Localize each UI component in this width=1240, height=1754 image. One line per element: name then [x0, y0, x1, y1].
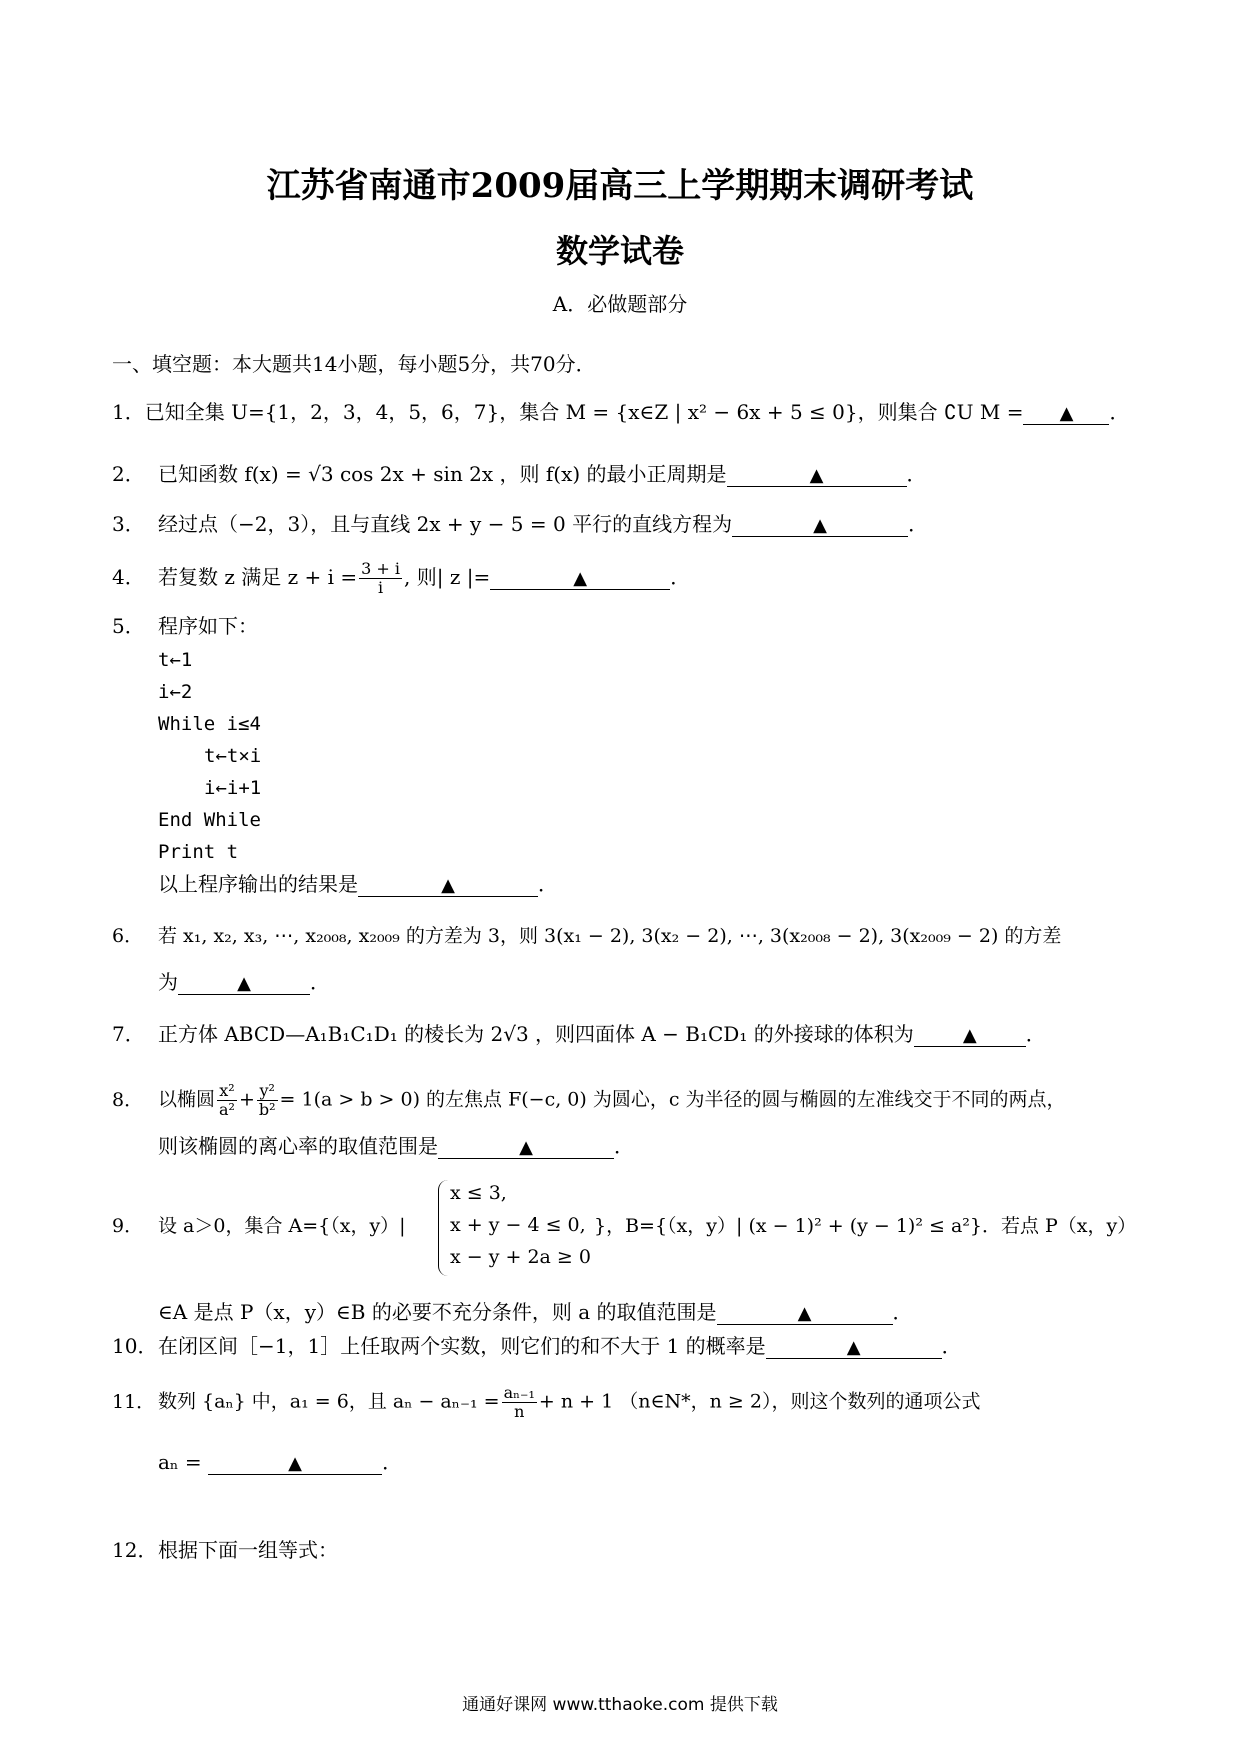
question-text: 在闭区间［−1，1］上任取两个实数，则它们的和不大于 1 的概率是	[158, 1334, 766, 1358]
question-text: 若复数 z 满足 z + i =	[158, 565, 358, 589]
question-12	[112, 1536, 338, 1564]
period: ．	[941, 1334, 962, 1358]
triangle-icon: ▲	[237, 973, 251, 994]
code-line-7: Print t	[158, 841, 239, 863]
period: ．	[1025, 1022, 1046, 1046]
period: ．	[538, 872, 558, 896]
question-text: 以上程序输出的结果是	[158, 872, 358, 896]
system-line-2: x + y − 4 ≤ 0,	[450, 1214, 586, 1236]
triangle-icon: ▲	[962, 1025, 977, 1046]
period: ．	[1109, 400, 1130, 424]
question-text: 已知函数 f(x) = √3 cos 2x + sin 2x ，则 f(x) 的最小正周期是	[158, 462, 727, 486]
triangle-icon: ▲	[813, 515, 828, 536]
question-number: 8．	[112, 1088, 144, 1111]
question-number: 10．	[112, 1334, 158, 1358]
denominator: n	[514, 1402, 525, 1421]
period: ．	[382, 1450, 403, 1474]
question-text: ∈A 是点 P（x，y）∈B 的必要不充分条件，则 a 的取值范围是	[158, 1300, 717, 1324]
fraction	[502, 1384, 537, 1421]
question-1	[112, 398, 1129, 426]
period: ．	[908, 512, 929, 536]
question-4	[112, 560, 690, 597]
denominator: b²	[258, 1100, 276, 1119]
question-text: 已知全集 U={1，2，3，4，5，6，7}，集合 M = {x∈Z | x² − 6x + 5 ≤ 0}，则集合 ∁U M =	[144, 400, 1024, 424]
question-8-cont	[158, 1132, 634, 1160]
question-8: 8． 以椭圆 $\frac{\text{x²}}{\text{a²}}$ + $\frac{\text{y²}}{\text{b²}}$ = 1(a > b > 0) 的左焦点 F(−c, 0) 为圆心，c 为半径的圆与椭圆的左准线交于不同的两点，	[112, 1081, 1066, 1119]
question-number: 5．	[112, 614, 145, 638]
code-line-4: t←t×i	[204, 745, 262, 767]
question-3	[112, 510, 928, 538]
fraction	[217, 1082, 237, 1119]
question-text-cont: , 则| z |=	[404, 565, 491, 589]
exam-subtitle: 数学试卷	[555, 232, 684, 270]
question-number: 7．	[112, 1022, 145, 1046]
denominator: a²	[219, 1100, 235, 1119]
question-number: 12．	[112, 1538, 158, 1562]
question-text: aₙ =	[158, 1450, 202, 1474]
exam-title: 江苏省南通市2009届高三上学期期末调研考试	[266, 166, 974, 206]
numerator: x²	[217, 1082, 237, 1101]
question-number: 9．	[112, 1215, 144, 1237]
period: ．	[906, 462, 927, 486]
question-text: 根据下面一组等式：	[158, 1538, 338, 1562]
question-number: 2．	[112, 462, 145, 486]
triangle-icon: ▲	[441, 875, 455, 896]
code-line-1: t←1	[158, 649, 193, 671]
question-text-cont: + n + 1 （n∈N*，n ≥ 2），则这个数列的通项公式	[538, 1390, 981, 1413]
period: ．	[310, 970, 330, 994]
question-text: 若 x₁, x₂, x₃, ⋯, x₂₀₀₈, x₂₀₀₉ 的方差为 3，则 3(x₁ − 2), 3(x₂ − 2), ⋯, 3(x₂₀₀₈ − 2), 3(x₂₀₀₉ − 2) 的方差	[158, 925, 1062, 947]
question-number: 4．	[112, 565, 145, 589]
question-text: 经过点（−2，3），且与直线 2x + y − 5 = 0 平行的直线方程为	[158, 512, 733, 536]
numerator: aₙ₋₁	[503, 1383, 535, 1402]
denominator: i	[378, 578, 384, 597]
answer-blank[interactable]	[208, 1450, 382, 1475]
question-text: 数列 {aₙ} 中，a₁ = 6，且 aₙ − aₙ₋₁ =	[158, 1390, 500, 1413]
question-9	[112, 1212, 406, 1240]
answer-blank[interactable]	[358, 872, 538, 897]
period: ．	[614, 1134, 634, 1158]
triangle-icon: ▲	[797, 1303, 812, 1324]
code-line-2: i←2	[158, 681, 193, 703]
question-5	[112, 612, 258, 640]
fraction	[257, 1082, 278, 1119]
period: ．	[670, 565, 691, 589]
answer-blank[interactable]	[1023, 400, 1109, 425]
answer-blank[interactable]	[914, 1022, 1026, 1047]
question-text: 为	[158, 970, 178, 994]
question-9-text-after: }，B={（x，y）| (x − 1)² + (y − 1)² ≤ a²}．若点 P（x，y）	[594, 1215, 1137, 1237]
system-line-3: x − y + 2a ≥ 0	[450, 1246, 591, 1268]
numerator: y²	[257, 1082, 278, 1101]
question-text: 以椭圆	[158, 1088, 216, 1111]
question-2	[112, 460, 927, 488]
question-number: 1．	[112, 400, 145, 424]
answer-blank[interactable]	[732, 512, 908, 537]
question-number: 6．	[112, 925, 144, 947]
triangle-icon: ▲	[288, 1453, 302, 1474]
triangle-icon: ▲	[519, 1137, 533, 1158]
code-line-6: End While	[158, 809, 261, 831]
numerator: 3 + i	[361, 559, 401, 578]
answer-blank[interactable]	[178, 970, 310, 995]
part-header: 一、填空题：本大题共14小题，每小题5分，共70分．	[112, 352, 596, 376]
period: ．	[892, 1300, 913, 1324]
question-text: 则该椭圆的离心率的取值范围是	[158, 1134, 438, 1158]
page-footer: 通通好课网 www.tthaoke.com 提供下载	[462, 1695, 778, 1715]
triangle-icon: ▲	[573, 568, 588, 589]
question-number: 11．	[112, 1390, 156, 1413]
system-line-1: x ≤ 3,	[450, 1182, 507, 1204]
answer-blank[interactable]	[766, 1334, 942, 1359]
triangle-icon: ▲	[846, 1337, 861, 1358]
triangle-icon: ▲	[809, 465, 824, 486]
code-line-5: i←i+1	[204, 777, 262, 799]
triangle-icon: ▲	[1059, 403, 1074, 424]
question-number: 3．	[112, 512, 145, 536]
question-11-cont	[158, 1448, 402, 1476]
question-6-cont	[158, 968, 330, 996]
question-text: 正方体 ABCD—A₁B₁C₁D₁ 的棱长为 2√3 ，则四面体 A − B₁CD₁ 的外接球的体积为	[158, 1022, 914, 1046]
answer-blank[interactable]	[438, 1134, 614, 1159]
question-10	[112, 1332, 962, 1360]
section-heading: A．必做题部分	[552, 292, 688, 316]
question-7	[112, 1020, 1046, 1048]
code-line-3: While i≤4	[158, 713, 261, 735]
question-6	[112, 922, 1061, 950]
answer-blank[interactable]	[717, 1300, 893, 1325]
question-text-cont: = 1(a > b > 0) 的左焦点 F(−c, 0) 为圆心，c 为半径的圆与椭圆的左准线交于不同的两点，	[279, 1088, 1066, 1111]
answer-blank[interactable]	[727, 462, 907, 487]
question-5-result	[158, 870, 558, 898]
question-9-cont	[158, 1298, 913, 1326]
question-text: 设 a＞0，集合 A={（x，y）|	[158, 1215, 406, 1237]
question-11	[112, 1384, 980, 1421]
question-text: 程序如下：	[158, 614, 258, 638]
answer-blank[interactable]	[490, 565, 670, 590]
fraction	[359, 560, 402, 597]
